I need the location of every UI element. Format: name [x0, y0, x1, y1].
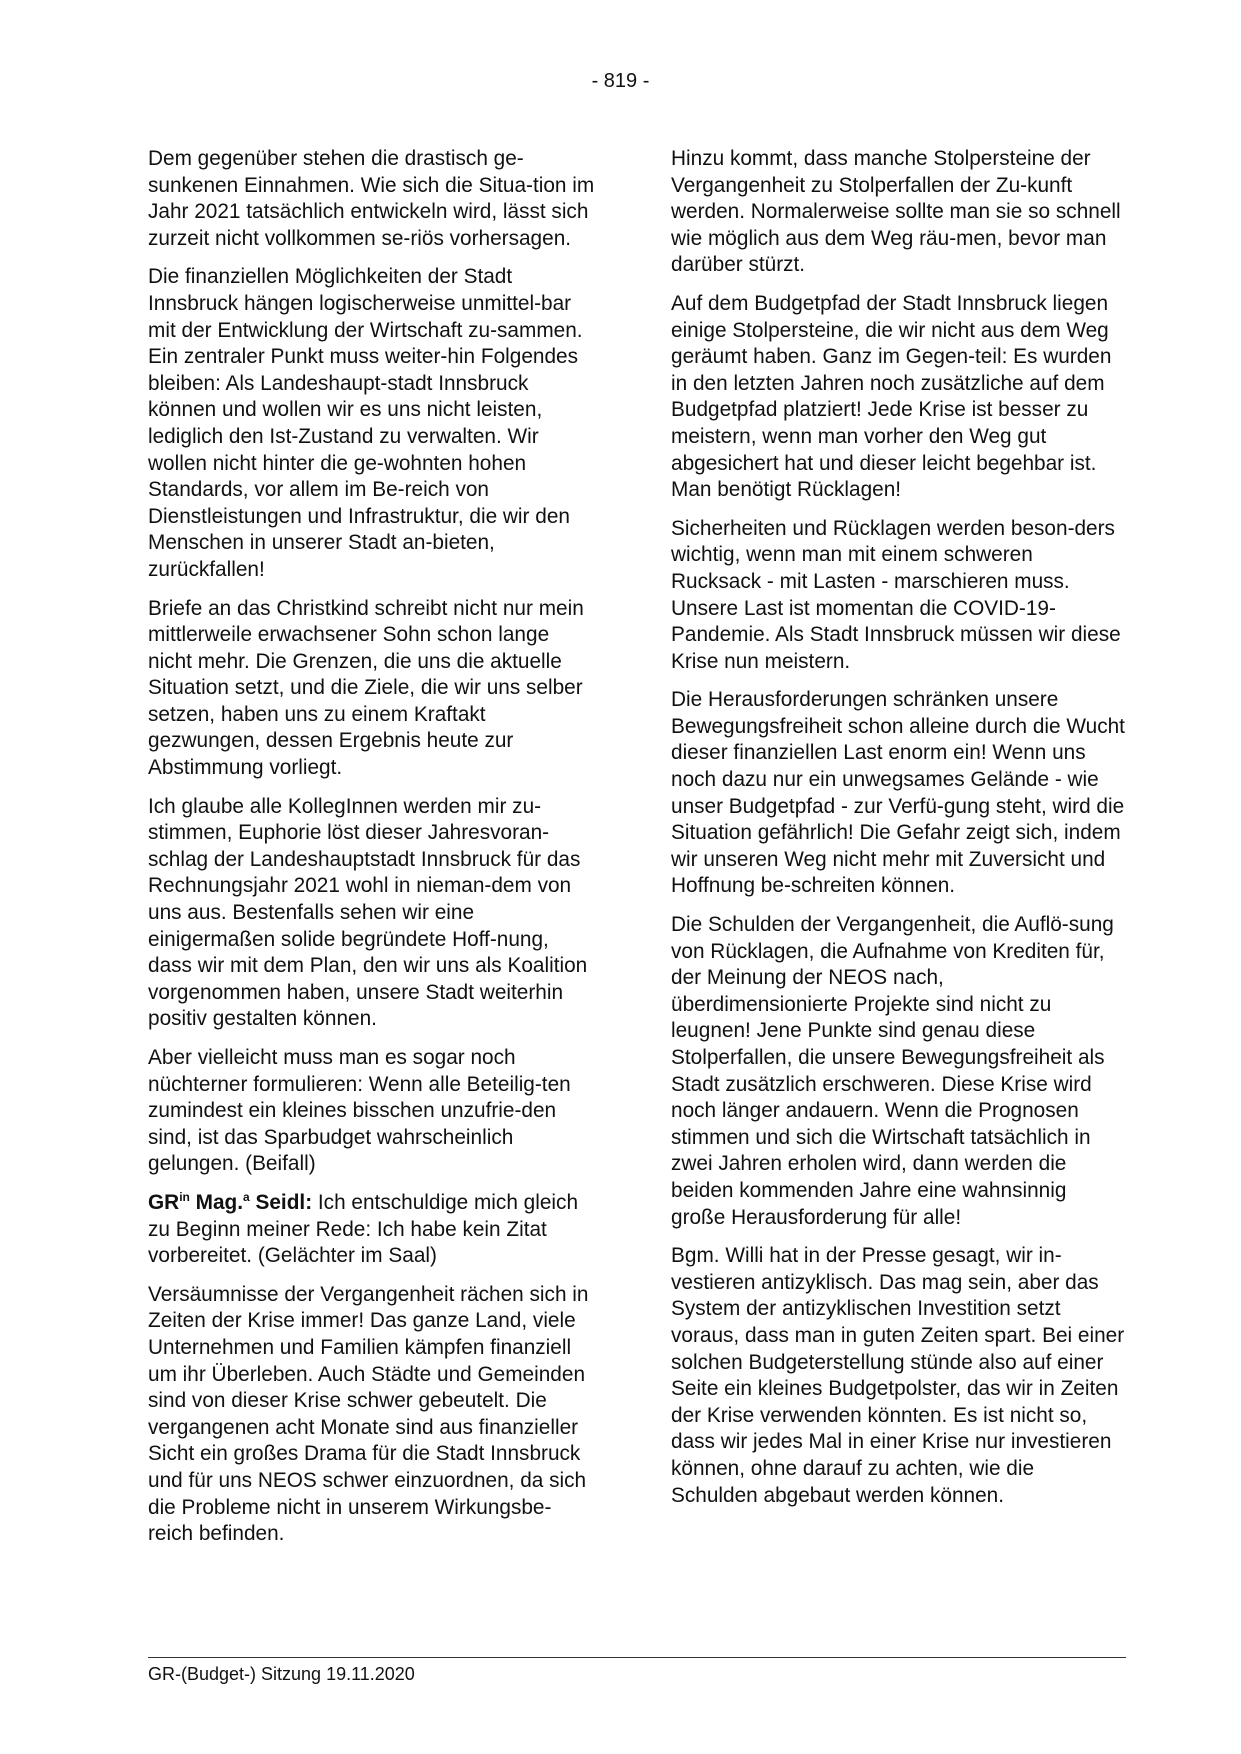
speaker-title-sup: a [243, 1189, 250, 1204]
paragraph: Dem gegenüber stehen die drastisch ge-sunkenen Einnahmen. Wie sich die Situa-tion im Jahr 2021 tatsächlich entwickeln wird, lässt sich zurzeit nicht vollkommen se-riös vorhersagen. [148, 147, 595, 250]
right-column [671, 146, 1126, 1521]
paragraph: Ich glaube alle KollegInnen werden mir zu-stimmen, Euphorie löst dieser Jahresvoran-schlag der Landeshauptstadt Innsbruck für das Rechnungsjahr 2021 wohl in nieman-dem von uns aus. Bestenfalls sehen wir eine einigermaßen solide begründete Hoff-nung, dass wir mit dem Plan, den wir uns als Koalition vorgenommen haben, unsere Stadt weiterhin positiv gestalten können. [148, 794, 588, 1031]
paragraph: Versäumnisse der Vergangenheit rächen sich in Zeiten der Krise immer! Das ganze Land, viele Unternehmen und Familien kämpfen finanziell um ihr Überleben. Auch Städte und Gemeinden sind von dieser Krise schwer gebeutelt. Die vergangenen acht Monate sind aus finanzieller Sicht ein großes Drama für die Stadt Innsbruck und für uns NEOS schwer einzuordnen, da sich die Probleme nicht in unserem Wirkungsbe-reich befinden. [148, 1282, 589, 1546]
speaker-name [148, 1191, 312, 1214]
paragraph: Aber vielleicht muss man es sogar noch nüchterner formulieren: Wenn alle Beteilig-ten zumindest ein kleines bisschen unzufrie-den sind, ist das Sparbudget wahrscheinlich gelungen. (Beifall) [148, 1046, 571, 1176]
speaker-prefix: GR [148, 1190, 180, 1214]
speaker-title: Mag. [189, 1190, 244, 1214]
paragraph: Die Schulden der Vergangenheit, die Auflö-sung von Rücklagen, die Aufnahme von Krediten für, der Meinung der NEOS nach, überdimensionierte Projekte sind nicht zu leugnen! Jene Punkte sind genau diese Stolperfallen, die unsere Bewegungsfreiheit als Stadt zusätzlich erschweren. Diese Krise wird noch länger andauern. Wenn die Prognosen stimmen und sich die Wirtschaft tatsächlich in zwei Jahren erholen wird, dann werden die beiden kommenden Jahre eine wahnsinnig große Herausforderung für alle! [671, 913, 1114, 1229]
left-column [148, 146, 596, 1560]
speaker-surname: Seidl: [249, 1190, 313, 1214]
paragraph: Sicherheiten und Rücklagen werden beson-ders wichtig, wenn man mit einem schweren Rucksack - mit Lasten - marschieren muss. Unsere Last ist momentan die COVID-19-Pandemie. Als Stadt Innsbruck müssen wir diese Krise nun meistern. [671, 516, 1121, 673]
speaker-prefix-sup: in [179, 1189, 190, 1204]
paragraph: Briefe an das Christkind schreibt nicht nur mein mittlerweile erwachsener Sohn schon lange nicht mehr. Die Grenzen, die uns die aktuelle Situation setzt, und die Ziele, die wir uns selber setzen, haben uns zu einem Kraftakt gezwungen, dessen Ergebnis heute zur Abstimmung vorliegt. [148, 596, 584, 780]
paragraph: Die Herausforderungen schränken unsere Bewegungsfreiheit schon alleine durch die Wucht dieser finanziellen Last enorm ein! Wenn uns noch dazu nur ein unwegsames Gelände - wie unser Budgetpfad - zur Verfü-gung steht, wird die Situation gefährlich! Die Gefahr zeigt sich, indem wir unseren Weg nicht mehr mit Zuversicht und Hoffnung be-schreiten können. [671, 688, 1125, 898]
paragraph: Auf dem Budgetpfad der Stadt Innsbruck liegen einige Stolpersteine, die wir nicht aus dem Weg geräumt haben. Ganz im Gegen-teil: Es wurden in den letzten Jahren noch zusätzliche auf dem Budgetpfad platziert! Jede Krise ist besser zu meistern, wenn man vorher den Weg gut abgesichert hat und dieser leicht begehbar ist. Man benötigt Rücklagen! [671, 291, 1112, 502]
speaker-paragraph [148, 1190, 596, 1270]
paragraph: Die finanziellen Möglichkeiten der Stadt Innsbruck hängen logischerweise unmittel-bar mit der Entwicklung der Wirtschaft zu-sammen. Ein zentraler Punkt muss weiter-hin Folgendes bleiben: Als Landeshaupt-stadt Innsbruck können und wollen wir es uns nicht leisten, lediglich den Ist-Zustand zu verwalten. Wir wollen nicht hinter die ge-wohnten hohen Standards, vor allem im Be-reich von Dienstleistungen und Infrastruktur, die wir den Menschen in unserer Stadt an-bieten, zurückfallen! [148, 265, 583, 581]
paragraph: Bgm. Willi hat in der Presse gesagt, wir in-vestieren antizyklisch. Das mag sein, aber das System der antizyklischen Investition setzt voraus, dass man in guten Zeiten spart. Bei einer solchen Budgeterstellung stünde also auf einer Seite ein kleines Budgetpolster, das wir in Zeiten der Krise verwenden könnten. Es ist nicht so, dass wir jedes Mal in einer Krise nur investieren können, ohne darauf zu achten, wie die Schulden abgebaut werden können. [671, 1244, 1125, 1507]
page-number: - 819 - [591, 70, 650, 92]
speaker-text: Ich entschuldige mich gleich zu Beginn meiner Rede: Ich habe kein Zitat vorbereitet. (Gelächter im Saal) [148, 1190, 579, 1268]
paragraph: Hinzu kommt, dass manche Stolpersteine der Vergangenheit zu Stolperfallen der Zu-kunft werden. Normalerweise sollte man sie so schnell wie möglich aus dem Weg räu-men, bevor man darüber stürzt. [671, 147, 1121, 277]
footer-divider [148, 1657, 1126, 1658]
footer-text: GR-(Budget-) Sitzung 19.11.2020 [148, 1664, 415, 1684]
